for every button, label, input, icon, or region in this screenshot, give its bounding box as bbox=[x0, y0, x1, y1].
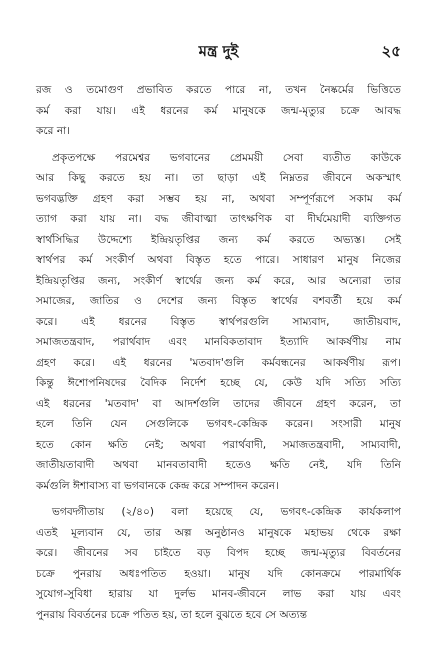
text-line: কিন্তু ঈশোপনিষদের বৈদিক নির্দেশ হচ্ছে যে, কেউ যদি সত্যি সত্যি bbox=[36, 377, 401, 389]
text-line: সমাজতন্ত্রবাদ, পরার্থবাদ এবং মানবিকতাবাদ ইত্যাদি আকর্ষণীয় নাম bbox=[36, 336, 401, 348]
text-line: গ্রহণ করে। এই ধরনের 'মতবাদ'গুলি কর্মবন্ধনের আকর্ষণীয় রূপ। bbox=[36, 356, 401, 369]
text-line: এতই মূল্যবান যে, তার অল্প অনুষ্ঠানও মানুষকে মহাভয় থেকে রক্ষা bbox=[36, 526, 401, 539]
text-line: করে। জীবনের সব চাইতে বড় বিপদ হচ্ছে জন্ম-মৃত্যুর বিবর্তনের bbox=[36, 547, 401, 559]
text-line: চক্রে পুনরায় অধঃপতিত হওয়া। মানুষ যদি কোনক্রমে পারমার্থিক bbox=[36, 567, 401, 580]
running-title: মন্ত্র দুই bbox=[198, 42, 239, 60]
text-line: এই ধরনের 'মতবাদ' বা আদর্শগুলি তাদের জীবনে গ্রহণ করেন, তা bbox=[36, 397, 401, 410]
text-line: ভগবদ্ভক্তি গ্রহণ করা সম্ভব হয় না, অথবা সম্পূর্ণরূপে সকাম কর্ম bbox=[36, 192, 401, 205]
text-line: সমাজের, জাতির ও দেশের জন্য বিস্তৃত স্বার্থের বশবর্তী হয়ে কর্ম bbox=[36, 295, 401, 307]
text-line: করে না। bbox=[36, 125, 71, 137]
text-line: সুযোগ-সুবিধা হারায় যা দুর্লভ মানব-জীবনে লাভ করা যায় এবং bbox=[36, 588, 401, 600]
text-line: কর্মগুলি ঈশাবাস্য বা ভগবানকে কেন্দ্র করে সম্পাদন করেন। bbox=[36, 479, 279, 492]
paragraph bbox=[36, 502, 401, 625]
text-line: কর্ম করা যায়। এই ধরনের কর্ম মানুষকে জন্ম-মৃত্যুর চক্রে আবদ্ধ bbox=[36, 104, 401, 117]
text-line: ভগবদ্গীতায় (২/৪০) বলা হয়েছে যে, ভগবৎ-কেন্দ্রিক কার্যকলাপ bbox=[52, 506, 401, 518]
page-header bbox=[36, 40, 401, 62]
text-line: পুনরায় বিবর্তনের চক্রে পতিত হয়, তা হলে বুঝতে হবে সে অত্যন্ত bbox=[36, 608, 308, 621]
text-line: প্রকৃতপক্ষে পরমেশ্বর ভগবানের প্রেমময়ী সেবা ব্যতীত কাউকে bbox=[52, 151, 401, 164]
paragraph bbox=[36, 80, 401, 142]
text-line: রজ ও তমোগুণ প্রভাবিত করতে পারে না, তখন নৈষ্কর্মের ভিত্তিতে bbox=[36, 84, 401, 96]
text-line: ত্যাগ করা যায় না। বদ্ধ জীবাত্মা তাৎক্ষণিক বা দীর্ঘমেয়াদী ব্যক্তিগত bbox=[36, 213, 401, 225]
text-line: হলে তিনি যেন সেগুলিকে ভগবৎ-কেন্দ্রিক করেন। সংসারী মানুষ bbox=[36, 418, 401, 430]
text-line: আর কিছু করতে হয় না। তা ছাড়া এই নিম্নতর জীবনে অকস্মাৎ bbox=[36, 172, 401, 184]
text-line: হতে কোন ক্ষতি নেই; অথবা পরার্থবাদী, সমাজতন্ত্রবাদী, সাম্যবাদী, bbox=[36, 438, 401, 451]
text-line: ইন্দ্রিয়তৃপ্তির জন্য, সংকীর্ণ স্বার্থের জন্য কর্ম করে, আর অন্যেরা তার bbox=[36, 274, 401, 287]
paragraph bbox=[36, 148, 401, 497]
text-line: স্বার্থপর কর্ম সংকীর্ণ অথবা বিস্তৃত হতে পারে। সাধারণ মানুষ নিজের bbox=[36, 254, 401, 266]
page-number: ২৫ bbox=[381, 42, 401, 60]
body-text bbox=[36, 80, 401, 631]
text-line: করে। এই ধরনের বিস্তৃত স্বার্থপরগুলি সাম্যবাদ, জাতীয়বাদ, bbox=[36, 315, 401, 328]
text-line: স্বার্থসিদ্ধির উদ্দেশ্যে ইন্দ্রিয়তৃপ্তির জন্য কর্ম করতে অভ্যস্ত। সেই bbox=[36, 233, 401, 246]
text-line: জাতীয়তাবাদী অথবা মানবতাবাদী হতেও ক্ষতি নেই, যদি তিনি bbox=[36, 459, 401, 471]
